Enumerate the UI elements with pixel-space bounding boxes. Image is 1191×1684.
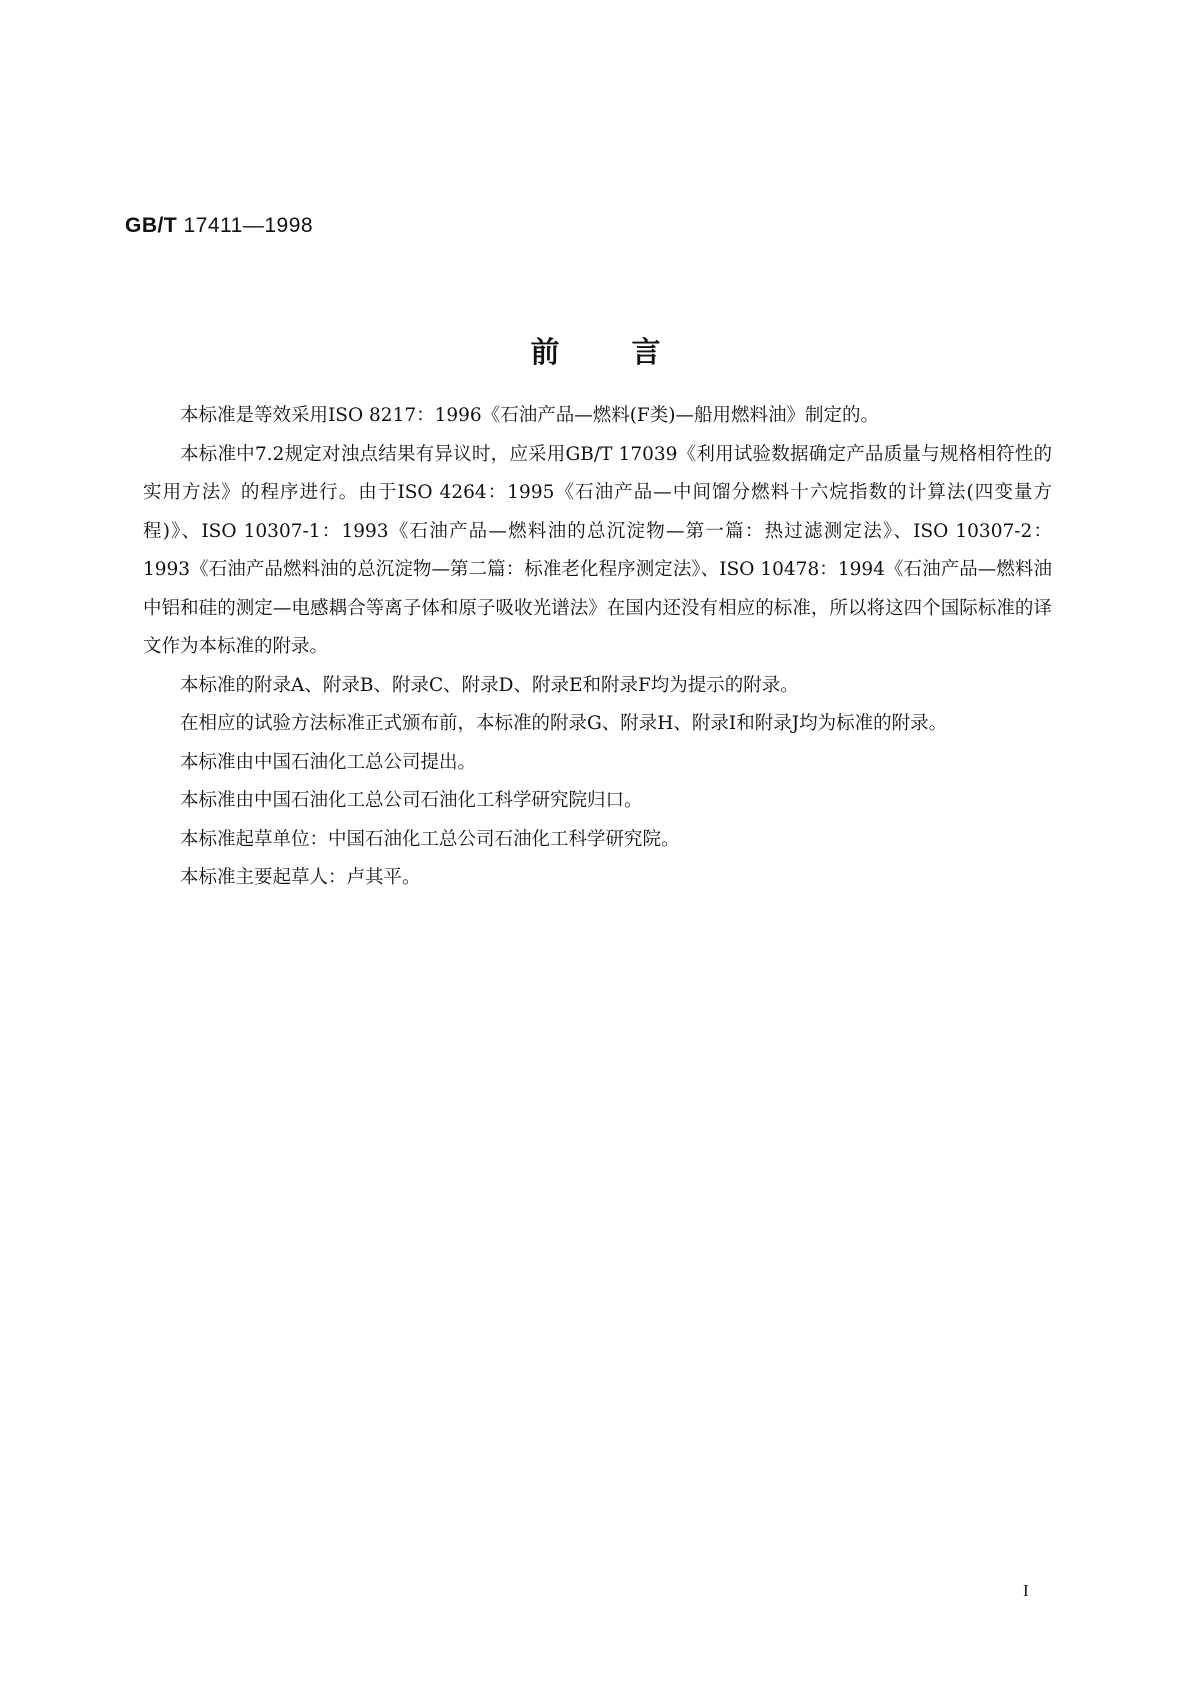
paragraph-informative-annexes: 本标准的附录A、附录B、附录C、附录D、附录E和附录F均为提示的附录。 [180, 674, 799, 696]
standard-code-prefix: GB/T [125, 214, 178, 237]
paragraph-adoption: 本标准是等效采用ISO 8217：1996《石油产品—燃料(F类)—船用燃料油》制定的。 [180, 405, 879, 426]
paragraph-procedure: 本标准中7.2规定对浊点结果有异议时，应采用GB/T 17039《利用试验数据确定产品质量与规格相符性的实用方法》的程序进行。由于ISO 4264：1995《石油产品—中间馏分燃料十六烷指数的计算法(四变量方程)》、ISO 10307-1：1993《石油产品—燃料油的总沉淀物—第一篇：热过滤测定法》、ISO 10307-2：1993《石油产品燃料油的总沉淀物—第二篇：标准老化程序测定法》、ISO 10478：1994《石油产品—燃料油中铝和硅的测定—电感耦合等离子体和原子吸收光谱法》在国内还没有相应的标准，所以将这四个国际标准的译文作为本标准的附录。 [143, 443, 1052, 657]
foreword-body [143, 397, 1052, 898]
standard-code-number: 17411—1998 [183, 214, 314, 237]
standard-code [125, 214, 313, 238]
page-number: I [1023, 1581, 1029, 1600]
paragraph-normative-annexes: 在相应的试验方法标准正式颁布前，本标准的附录G、附录H、附录I和附录J均为标准的附录。 [180, 713, 948, 734]
paragraph-drafting-unit: 本标准起草单位：中国石油化工总公司石油化工科学研究院。 [180, 828, 680, 850]
page-title: 前言 [530, 335, 733, 369]
paragraph-proposed-by: 本标准由中国石油化工总公司提出。 [180, 751, 477, 773]
paragraph-centralized-by: 本标准由中国石油化工总公司石油化工科学研究院归口。 [180, 790, 643, 811]
paragraph-drafter: 本标准主要起草人：卢其平。 [180, 867, 421, 888]
